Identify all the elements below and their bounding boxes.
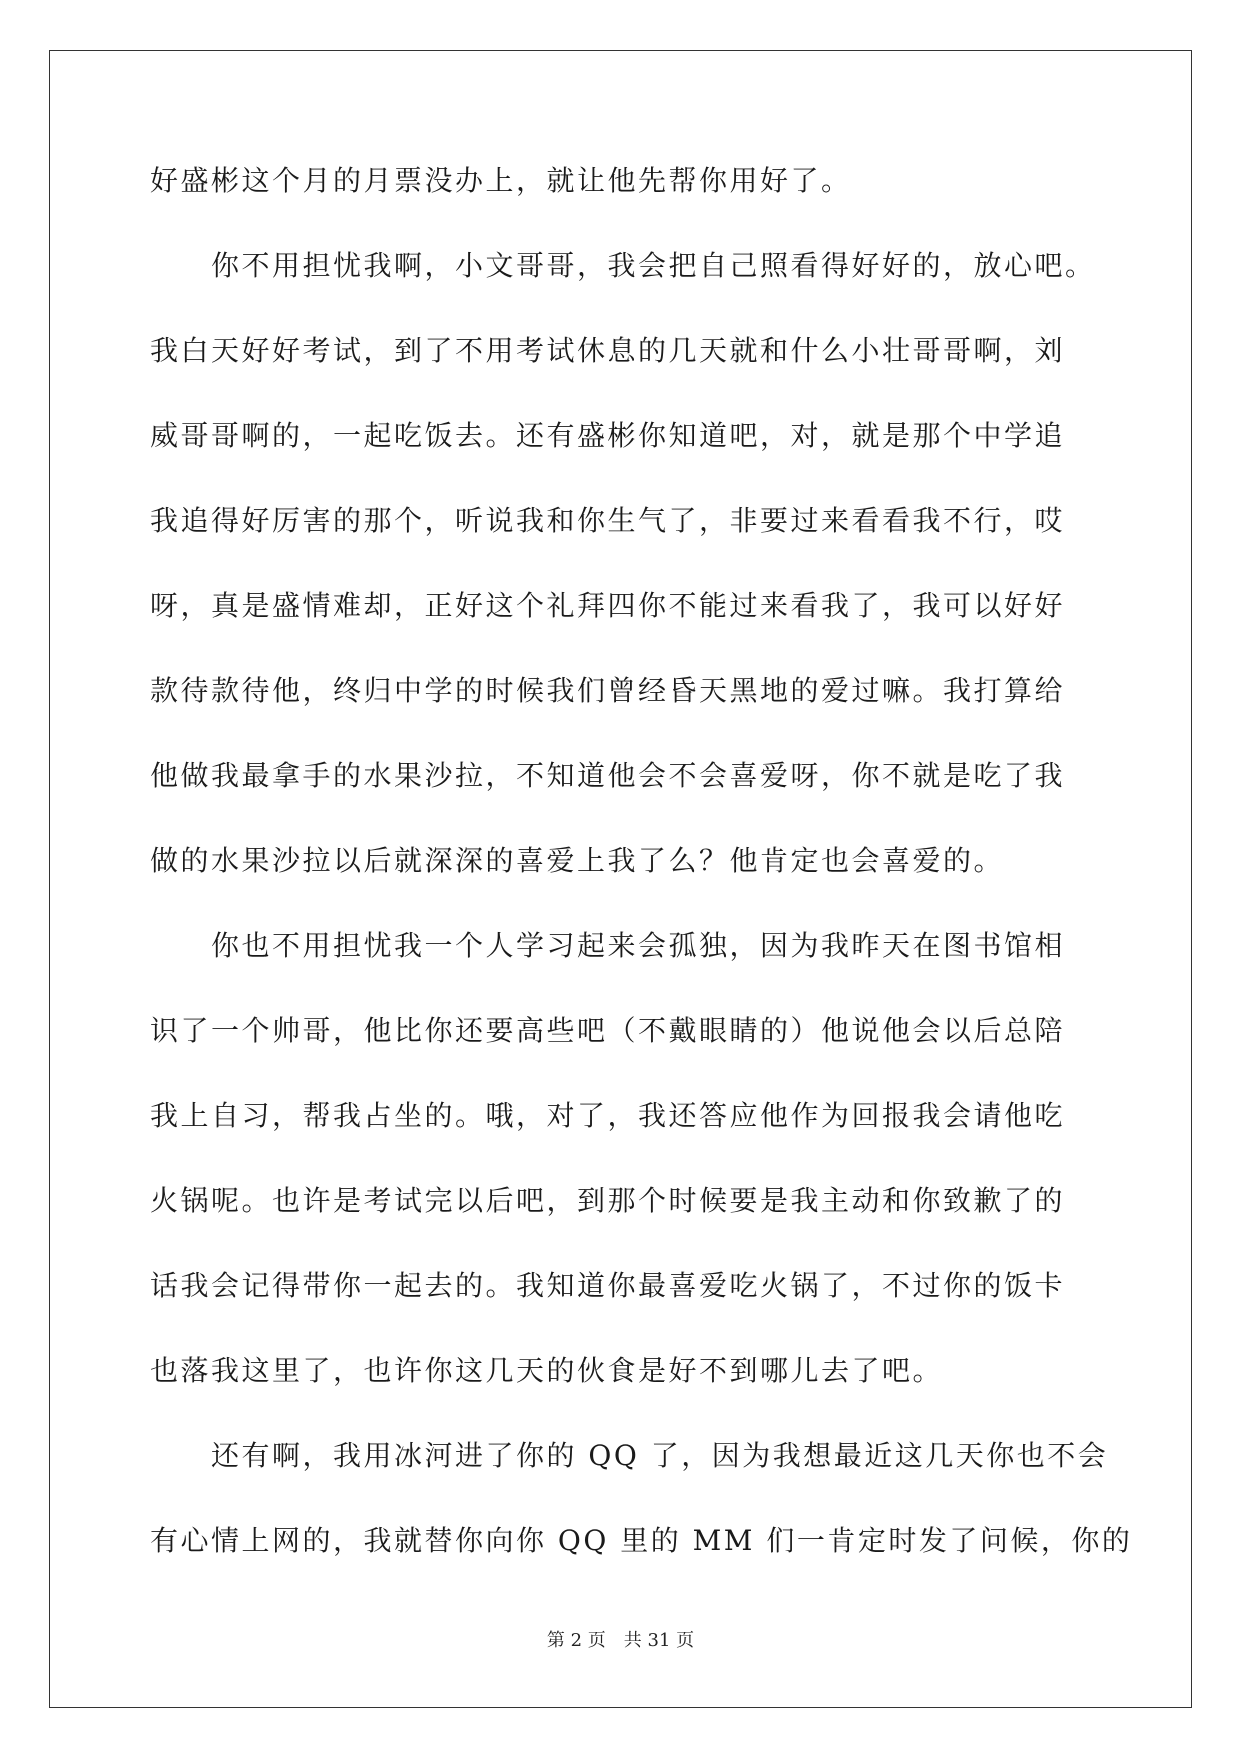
text-line: 款待款待他，终归中学的时候我们曾经昏天黑地的爱过嘛。我打算给 <box>150 674 1066 707</box>
text-line: 做的水果沙拉以后就深深的喜爱上我了么？他肯定也会喜爱的。 <box>150 844 1005 877</box>
text-line: 威哥哥啊的，一起吃饭去。还有盛彬你知道吧，对，就是那个中学追 <box>150 419 1066 452</box>
text-line: 呀，真是盛情难却，正好这个礼拜四你不能过来看我了，我可以好好 <box>150 589 1066 622</box>
text-line: 还有啊，我用冰河进了你的 QQ 了，因为我想最近这几天你也不会 <box>211 1439 1109 1472</box>
text-line: 他做我最拿手的水果沙拉，不知道他会不会喜爱呀，你不就是吃了我 <box>150 759 1066 792</box>
page-number: 第 2 页 <box>546 1630 606 1651</box>
document-body <box>150 156 1133 1601</box>
text-line: 有心情上网的，我就替你向你 QQ 里的 MM 们一肯定时发了问候，你的 <box>150 1524 1133 1557</box>
text-line: 好盛彬这个月的月票没办上，就让他先帮你用好了。 <box>150 164 852 197</box>
text-line: 我白天好好考试，到了不用考试休息的几天就和什么小壮哥哥啊，刘 <box>150 334 1066 367</box>
page-footer <box>0 1628 1241 1654</box>
text-line: 我追得好厉害的那个，听说我和你生气了，非要过来看看我不行，哎 <box>150 504 1066 537</box>
text-line: 火锅呢。也许是考试完以后吧，到那个时候要是我主动和你致歉了的 <box>150 1184 1066 1217</box>
text-line: 我上自习，帮我占坐的。哦，对了，我还答应他作为回报我会请他吃 <box>150 1099 1066 1132</box>
text-line: 识了一个帅哥，他比你还要高些吧（不戴眼睛的）他说他会以后总陪 <box>150 1014 1066 1047</box>
text-line: 你也不用担忧我一个人学习起来会孤独，因为我昨天在图书馆相 <box>211 929 1066 962</box>
text-line: 话我会记得带你一起去的。我知道你最喜爱吃火锅了，不过你的饭卡 <box>150 1269 1066 1302</box>
page-total: 共 31 页 <box>623 1630 695 1651</box>
text-line: 你不用担忧我啊，小文哥哥，我会把自己照看得好好的，放心吧。 <box>211 249 1096 282</box>
text-line: 也落我这里了，也许你这几天的伙食是好不到哪儿去了吧。 <box>150 1354 944 1387</box>
